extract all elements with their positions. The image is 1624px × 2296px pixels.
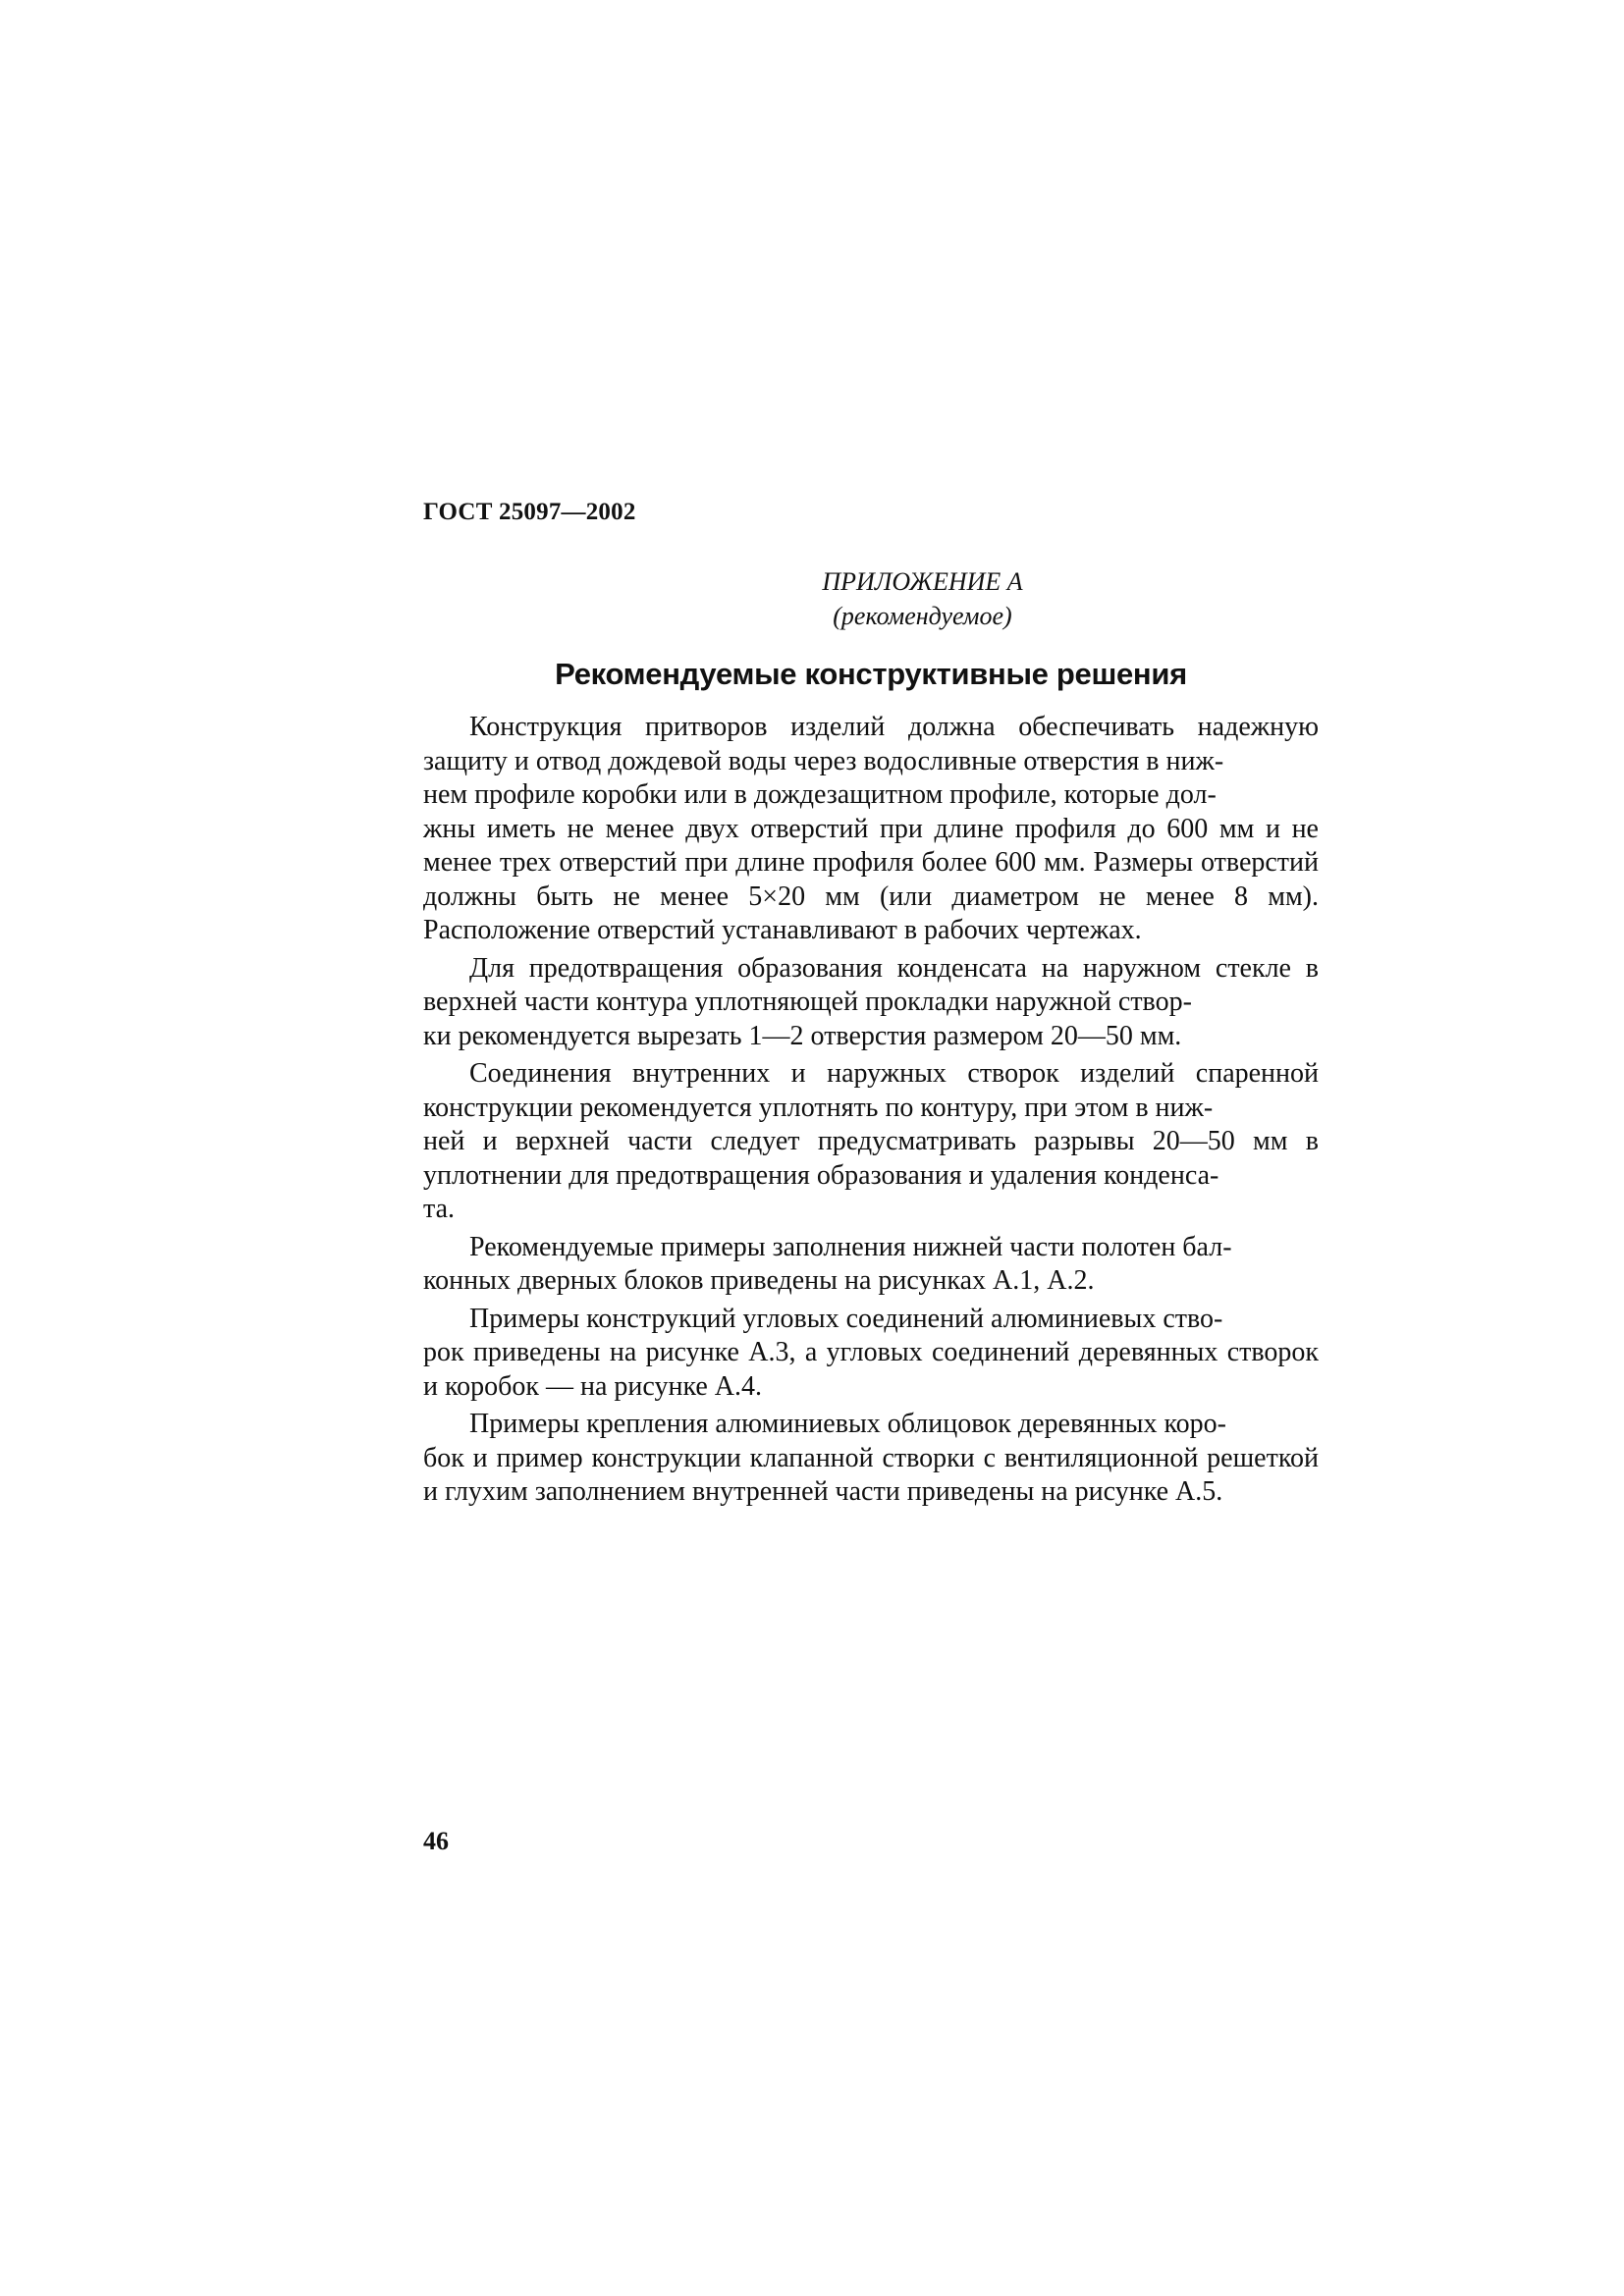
paragraph: Соединения внутренних и наружных створок изделий спаренной конструкции рекомендуется уплотнять по контуру, при этом в ниж- ней и верхней части следует предусматривать разрывы 20—50 мм в уплотнении для предотвращения образования и удаления конденса- та. [423,1058,1319,1224]
paragraph: Примеры конструкций угловых соединений алюминиевых ство- рок приведены на рисунке А.3, а угловых соединений деревянных створок и коробок — на рисунке А.4. [423,1303,1319,1402]
appendix-status: (рекомендуемое) [833,602,1012,630]
body-text [423,711,1319,1514]
paragraph: Для предотвращения образования конденсата на наружном стекле в верхней части контура уплотняющей прокладки наружной створ- ки рекомендуется вырезать 1—2 отверстия размером 20—50 мм. [423,952,1319,1051]
appendix-heading [423,564,1319,633]
appendix-label: ПРИЛОЖЕНИЕ А [822,567,1023,596]
document-code: ГОСТ 25097—2002 [423,499,636,525]
paragraph: Рекомендуемые примеры заполнения нижней части полотен бал- конных дверных блоков приведены на рисунках А.1, А.2. [423,1231,1232,1296]
section-title: Рекомендуемые конструктивные решения [555,657,1187,691]
paragraph: Примеры крепления алюминиевых облицовок деревянных коро- бок и пример конструкции клапанной створки с вентиляционной решеткой и глухим заполнением внутренней части приведены на рисунке А.5. [423,1409,1319,1507]
paragraph: Конструкция притворов изделий должна обеспечивать надежную защиту и отвод дождевой воды через водосливные отверстия в ниж- нем профиле коробки или в дождезащитном профиле, которые дол- жны иметь не менее двух отверстий при длине профиля до 600 мм и не менее трех отверстий при длине профиля более 600 мм. Размеры отверстий должны быть не менее 5×20 мм (или диаметром не менее 8 мм). Расположение отверстий устанавливают в рабочих чертежах. [423,712,1319,945]
page-number: 46 [423,1827,449,1855]
